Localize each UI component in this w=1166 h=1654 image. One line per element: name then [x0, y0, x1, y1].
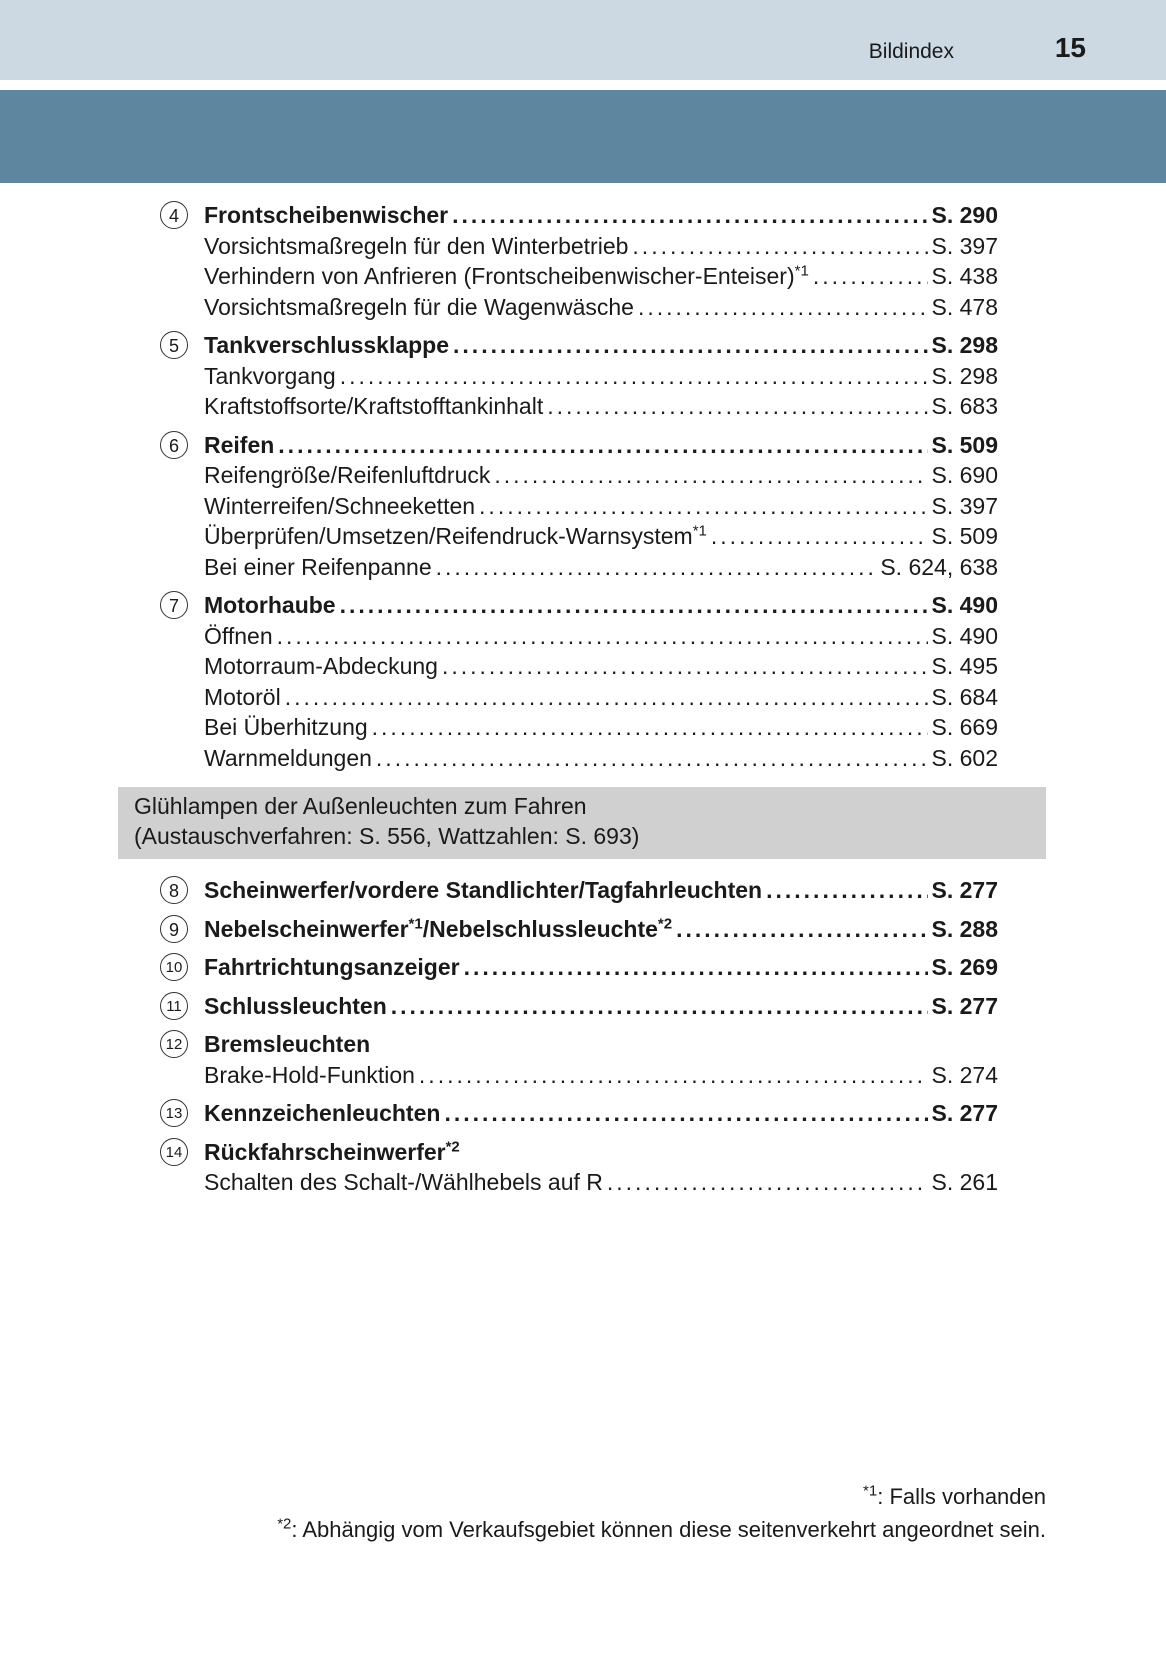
- page-header: [0, 0, 1166, 80]
- index-group-4: [0, 200, 1166, 322]
- item-number-badge: 5: [160, 331, 188, 359]
- index-group-10: [0, 952, 1166, 983]
- item-number-badge: 13: [160, 1099, 188, 1127]
- index-entry-main[interactable]: Scheinwerfer/vordere Standlichter/Tagfahrleuchten ..... S. 277: [204, 875, 998, 906]
- index-group-13: [0, 1098, 1166, 1129]
- index-entry[interactable]: Verhindern von Anfrieren (Frontscheibenwischer-Enteiser)$^{*1}$ ..... S. 438: [204, 261, 998, 292]
- footnote-2: $^{*2}$: Abhängig vom Verkaufsgebiet können diese seitenverkehrt angeordnet sein.: [277, 1515, 1046, 1542]
- item-number-badge: 4: [160, 201, 188, 229]
- index-group-6: [0, 430, 1166, 583]
- footnotes: [277, 1480, 1046, 1546]
- index-entry[interactable]: Vorsichtsmaßregeln für den Winterbetrieb ..... S. 397: [204, 231, 998, 262]
- index-group-12: [0, 1029, 1166, 1090]
- page-number: 15: [1054, 32, 1086, 63]
- index-entry[interactable]: Motorraum-Abdeckung ..... S. 495: [204, 651, 998, 682]
- index-entry-main[interactable]: Fahrtrichtungsanzeiger ..... S. 269: [204, 952, 998, 983]
- index-entry-main[interactable]: Rückfahrscheinwerfer$^{*2}$: [204, 1137, 460, 1165]
- lamp-section-subtitle: (Austauschverfahren: S. 556, Wattzahlen: S. 693): [134, 823, 640, 849]
- item-number-badge: 12: [160, 1030, 188, 1058]
- index-group-5: [0, 330, 1166, 422]
- index-entry[interactable]: Tankvorgang ..... S. 298: [204, 361, 998, 392]
- index-content: [0, 200, 1166, 1206]
- index-entry-main[interactable]: Kennzeichenleuchten ..... S. 277: [204, 1098, 998, 1129]
- lamp-section-box: [118, 787, 1046, 859]
- index-entry[interactable]: Vorsichtsmaßregeln für die Wagenwäsche ..... S. 478: [204, 292, 998, 323]
- index-entry[interactable]: Bei einer Reifenpanne ..... S. 624, 638: [204, 552, 998, 583]
- index-group-7: [0, 590, 1166, 773]
- lamp-section-title: Glühlampen der Außenleuchten zum Fahren: [134, 793, 587, 819]
- index-entry[interactable]: Reifengröße/Reifenluftdruck ..... S. 690: [204, 460, 998, 491]
- index-entry[interactable]: Schalten des Schalt-/Wählhebels auf R ..... S. 261: [204, 1167, 998, 1198]
- footnote-1: $^{*1}$: Falls vorhanden: [863, 1482, 1046, 1509]
- index-entry[interactable]: Winterreifen/Schneeketten ..... S. 397: [204, 491, 998, 522]
- index-entry[interactable]: Motoröl ..... S. 684: [204, 682, 998, 713]
- index-entry-main[interactable]: Motorhaube ..... S. 490: [204, 590, 998, 621]
- index-entry[interactable]: Öffnen ..... S. 490: [204, 621, 998, 652]
- index-entry-main[interactable]: Reifen ..... S. 509: [204, 430, 998, 461]
- index-entry[interactable]: Überprüfen/Umsetzen/Reifendruck-Warnsystem$^{*1}$ ..... S. 509: [204, 521, 998, 552]
- section-title: Bildindex: [868, 40, 954, 63]
- item-number-badge: 14: [160, 1138, 188, 1166]
- index-entry[interactable]: Bei Überhitzung ..... S. 669: [204, 712, 998, 743]
- index-entry-main[interactable]: Tankverschlussklappe ..... S. 298: [204, 330, 998, 361]
- item-number-badge: 8: [160, 876, 188, 904]
- index-entry[interactable]: Warnmeldungen ..... S. 602: [204, 743, 998, 774]
- index-entry-main[interactable]: Bremsleuchten: [204, 1031, 371, 1057]
- item-number-badge: 7: [160, 591, 188, 619]
- index-entry[interactable]: Brake-Hold-Funktion ..... S. 274: [204, 1060, 998, 1091]
- item-number-badge: 9: [160, 915, 188, 943]
- index-group-8: [0, 875, 1166, 906]
- header-divider: [0, 80, 1166, 90]
- index-group-9: [0, 914, 1166, 945]
- index-entry-main[interactable]: Nebelscheinwerfer$^{*1}$/Nebelschlussleuchte$^{*2}$ ..... S. 288: [204, 914, 998, 945]
- index-group-11: [0, 991, 1166, 1022]
- item-number-badge: 6: [160, 431, 188, 459]
- item-number-badge: 11: [160, 992, 188, 1020]
- header-band: [0, 90, 1166, 183]
- index-group-14: [0, 1137, 1166, 1198]
- item-number-badge: 10: [160, 953, 188, 981]
- index-entry[interactable]: Kraftstoffsorte/Kraftstofftankinhalt ..... S. 683: [204, 391, 998, 422]
- index-entry-main[interactable]: Frontscheibenwischer ..... S. 290: [204, 200, 998, 231]
- index-entry-main[interactable]: Schlussleuchten ..... S. 277: [204, 991, 998, 1022]
